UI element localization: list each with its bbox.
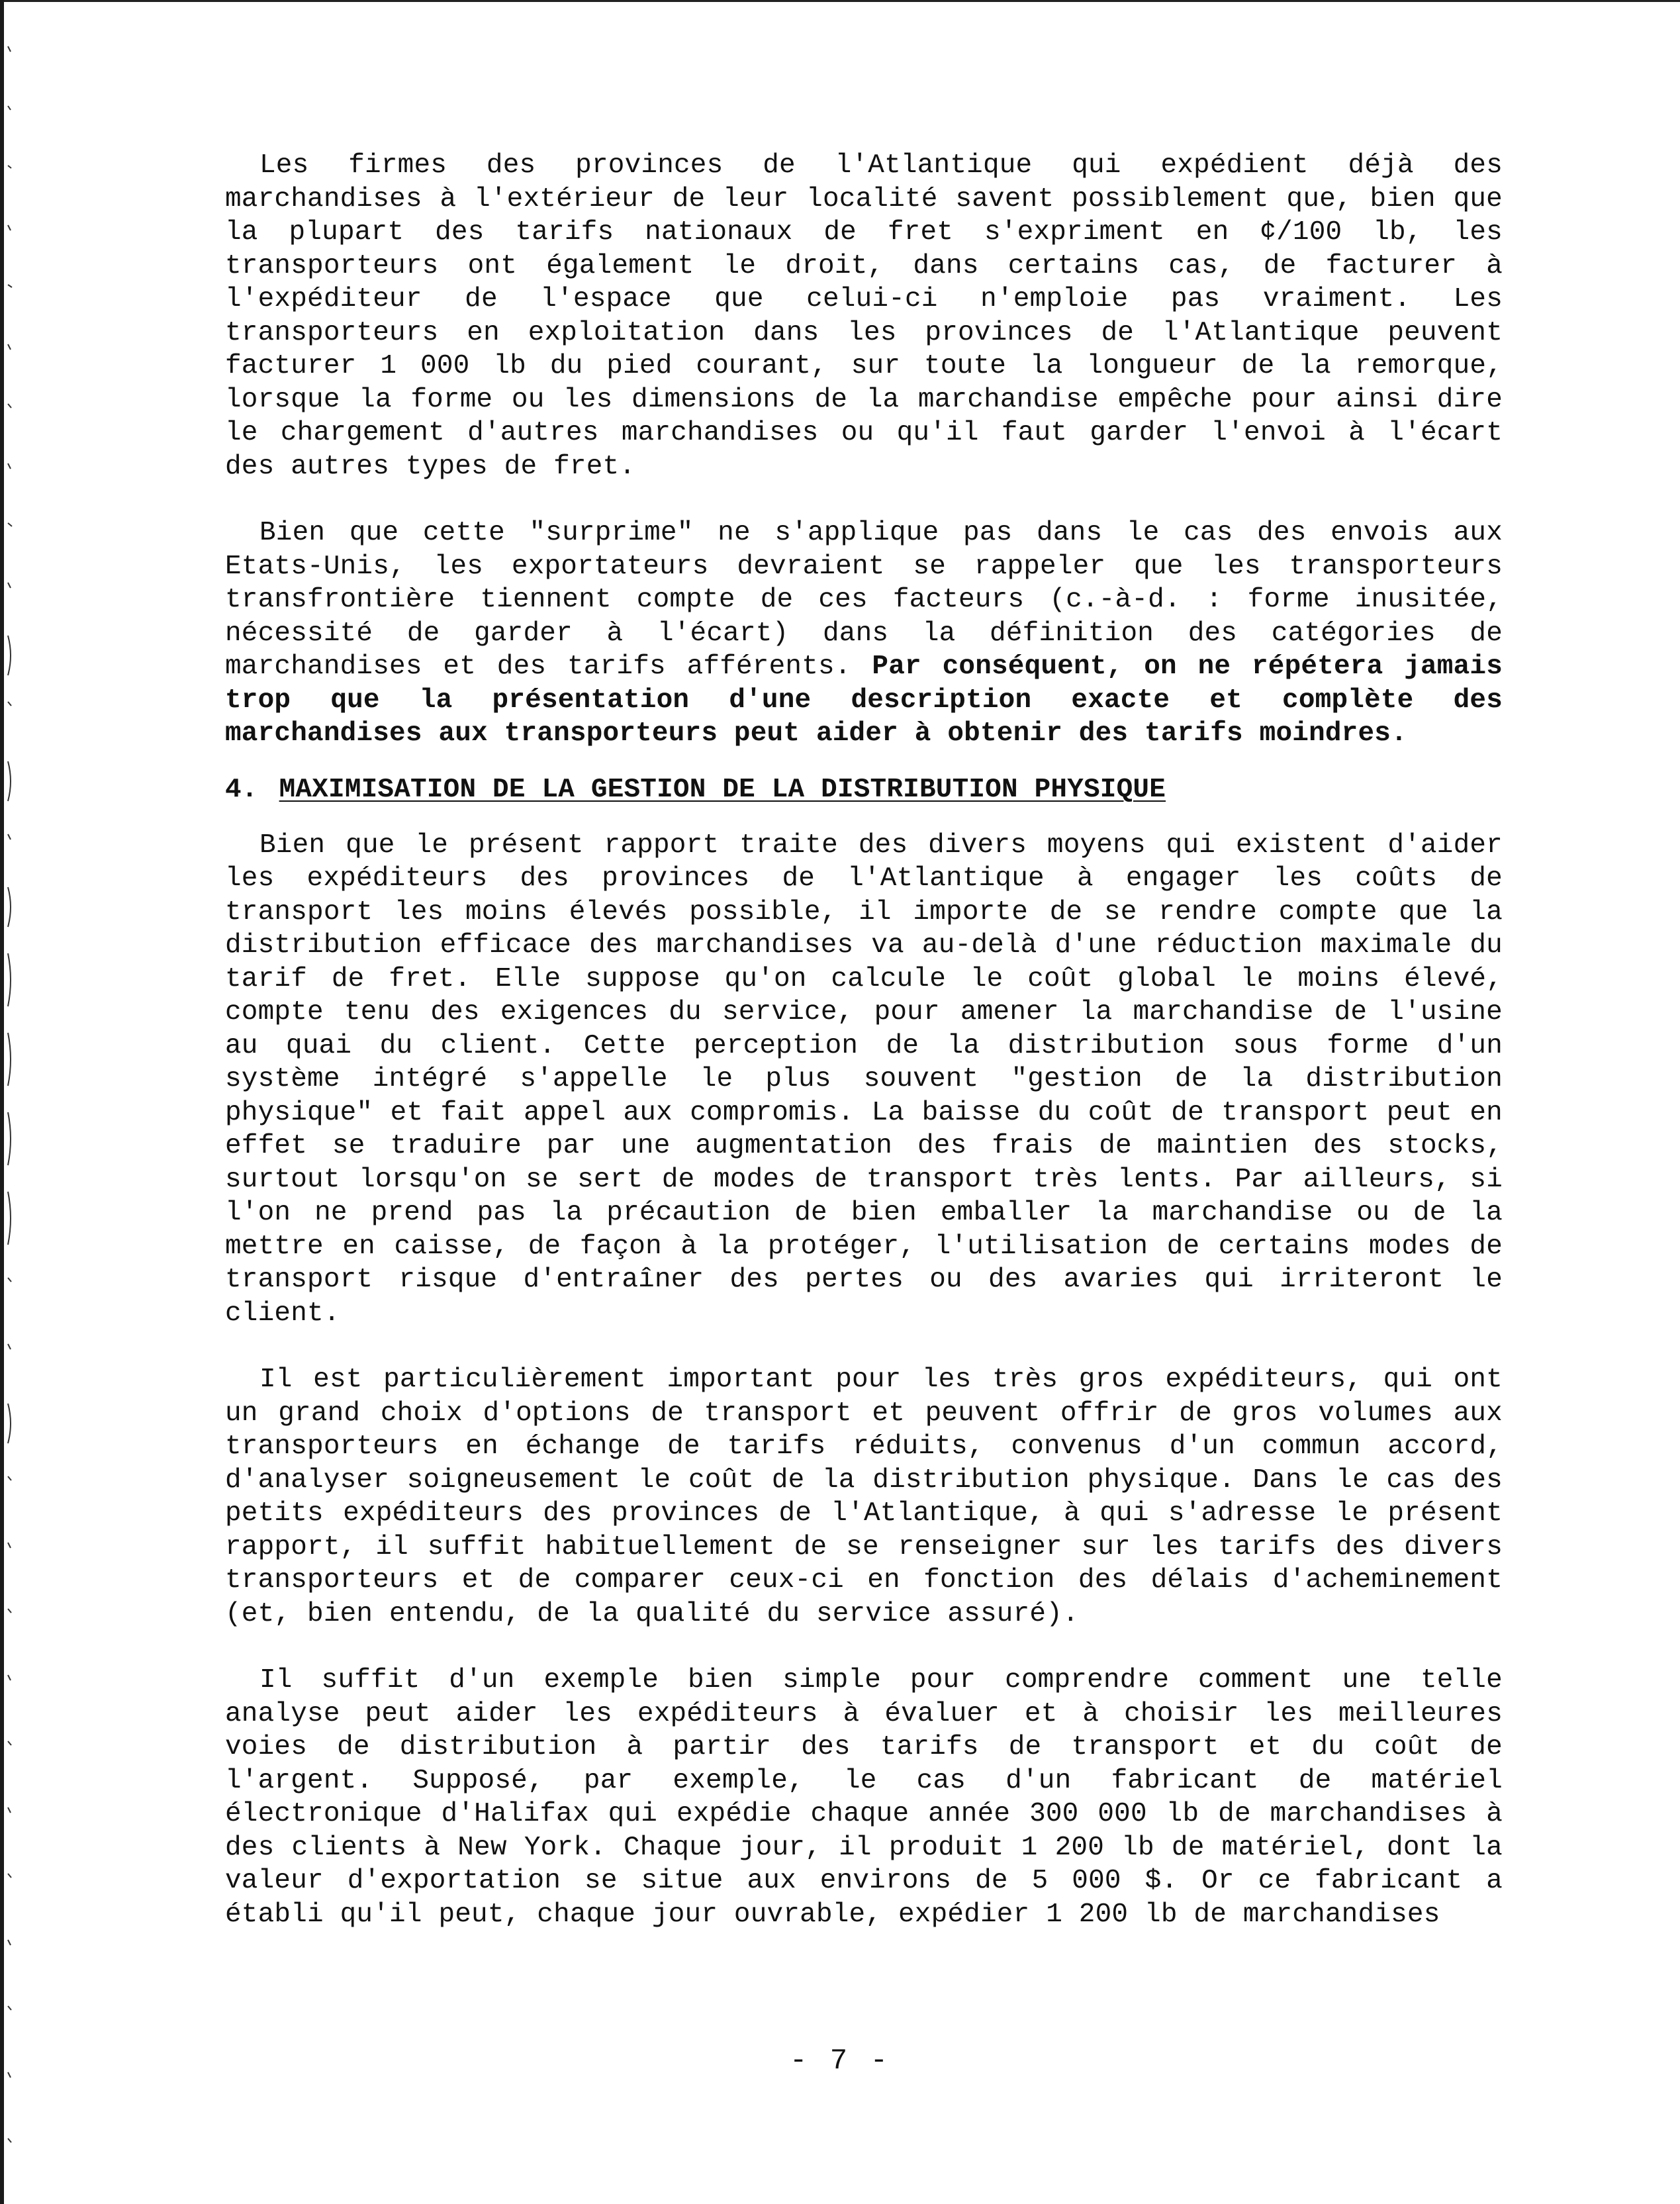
section-number: 4. (225, 774, 258, 805)
paragraph-large-shippers (225, 1363, 1503, 1631)
paragraph-atlantic-firms (225, 149, 1503, 483)
binding-edge (0, 0, 4, 2204)
paragraph-surcharge-emphasis: Par conséquent, on ne répétera jamais trop que la présentation d'une description exacte et complète des marchandises aux transporteurs peut aider à obtenir des tarifs moindres. (225, 651, 1503, 749)
paragraph-atlantic-firms-text: Les firmes des provinces de l'Atlantique qui expédient déjà des marchandises à l'extérieur de leur localité savent possiblement que, bien que la plupart des tarifs nationaux de fret s'expriment en ¢/100 lb, les transporteurs ont également le droit, dans certains cas, de facturer à l'expéditeur de l'espace que celui-ci n'emploie pas vraiment. Les transporteurs en exploitation dans les provinces de l'Atlantique peuvent facturer 1 000 lb du pied courant, sur toute la longueur de la remorque, lorsque la forme ou les dimensions de la marchandise empêche pour ainsi dire le chargement d'autres marchandises ou qu'il faut garder l'envoi à l'écart des autres types de fret. (225, 150, 1503, 482)
paragraph-surcharge-text: Bien que cette "surprime" ne s'applique pas dans le cas des envois aux Etats-Unis, les exportateurs devraient se rappeler que les transporteurs transfrontière tiennent compte de ces facteurs (c.-à-d. : forme inusitée, nécessité de garder à l'écart) dans la définition des catégories de marchandises et des tarifs afférents. (225, 518, 1503, 682)
paragraph-large-shippers-text: Il est particulièrement important pour les très gros expéditeurs, qui ont un grand choix d'options de transport et peuvent offrir de gros volumes aux transporteurs en échange de tarifs réduits, convenus d'un commun accord, d'analyser soigneusement le coût de la distribution physique. Dans le cas des petits expéditeurs des provinces de l'Atlantique, à qui s'adresse le présent rapport, il suffit habituellement de se renseigner sur les tarifs des divers transporteurs et de comparer ceux-ci en fonction des délais d'acheminement (et, bien entendu, de la qualité du service assuré). (225, 1365, 1503, 1629)
binding-marks (5, 0, 16, 2204)
document-body (225, 149, 1503, 1931)
paragraph-example-text: Il suffit d'un exemple bien simple pour comprendre comment une telle analyse peut aider les expéditeurs à évaluer et à choisir les meilleures voies de distribution à partir des tarifs de transport et du coût de l'argent. Supposé, par exemple, le cas d'un fabricant de matériel électronique d'Halifax qui expédie chaque année 300 000 lb de marchandises à des clients à New York. Chaque jour, il produit 1 200 lb de matériel, dont la valeur d'exportation se situe aux environs de 5 000 $. Or ce fabricant a établi qu'il peut, chaque jour ouvrable, expédier 1 200 lb de marchandises (225, 1665, 1503, 1930)
section-title: MAXIMISATION DE LA GESTION DE LA DISTRIBUTION PHYSIQUE (279, 774, 1166, 805)
paragraph-example (225, 1664, 1503, 1931)
paragraph-distribution-management-text: Bien que le présent rapport traite des divers moyens qui existent d'aider les expéditeurs des provinces de l'Atlantique à engager les coûts de transport les moins élevés possible, il importe de se rendre compte que la distribution efficace des marchandises va au-delà d'une réduction maximale du tarif de fret. Elle suppose qu'on calcule le coût global le moins élevé, compte tenu des exigences du service, pour amener la marchandise de l'usine au quai du client. Cette perception de la distribution sous forme d'un système intégré s'appelle le plus souvent "gestion de la distribution physique" et fait appel aux compromis. La baisse du coût de transport peut en effet se traduire par une augmentation des frais de maintien des stocks, surtout lorsqu'on se sert de modes de transport très lents. Par ailleurs, si l'on ne prend pas la précaution de bien emballer la marchandise ou de la mettre en caisse, de façon à la protéger, l'utilisation de certains modes de transport risque d'entraîner des pertes ou des avaries qui irriteront le client. (225, 830, 1503, 1329)
paragraph-distribution-management (225, 829, 1503, 1331)
page-number: - 7 - (789, 2044, 891, 2078)
paragraph-surcharge (225, 516, 1503, 751)
section-heading (225, 773, 1503, 806)
page-top-rule (0, 0, 1680, 2)
